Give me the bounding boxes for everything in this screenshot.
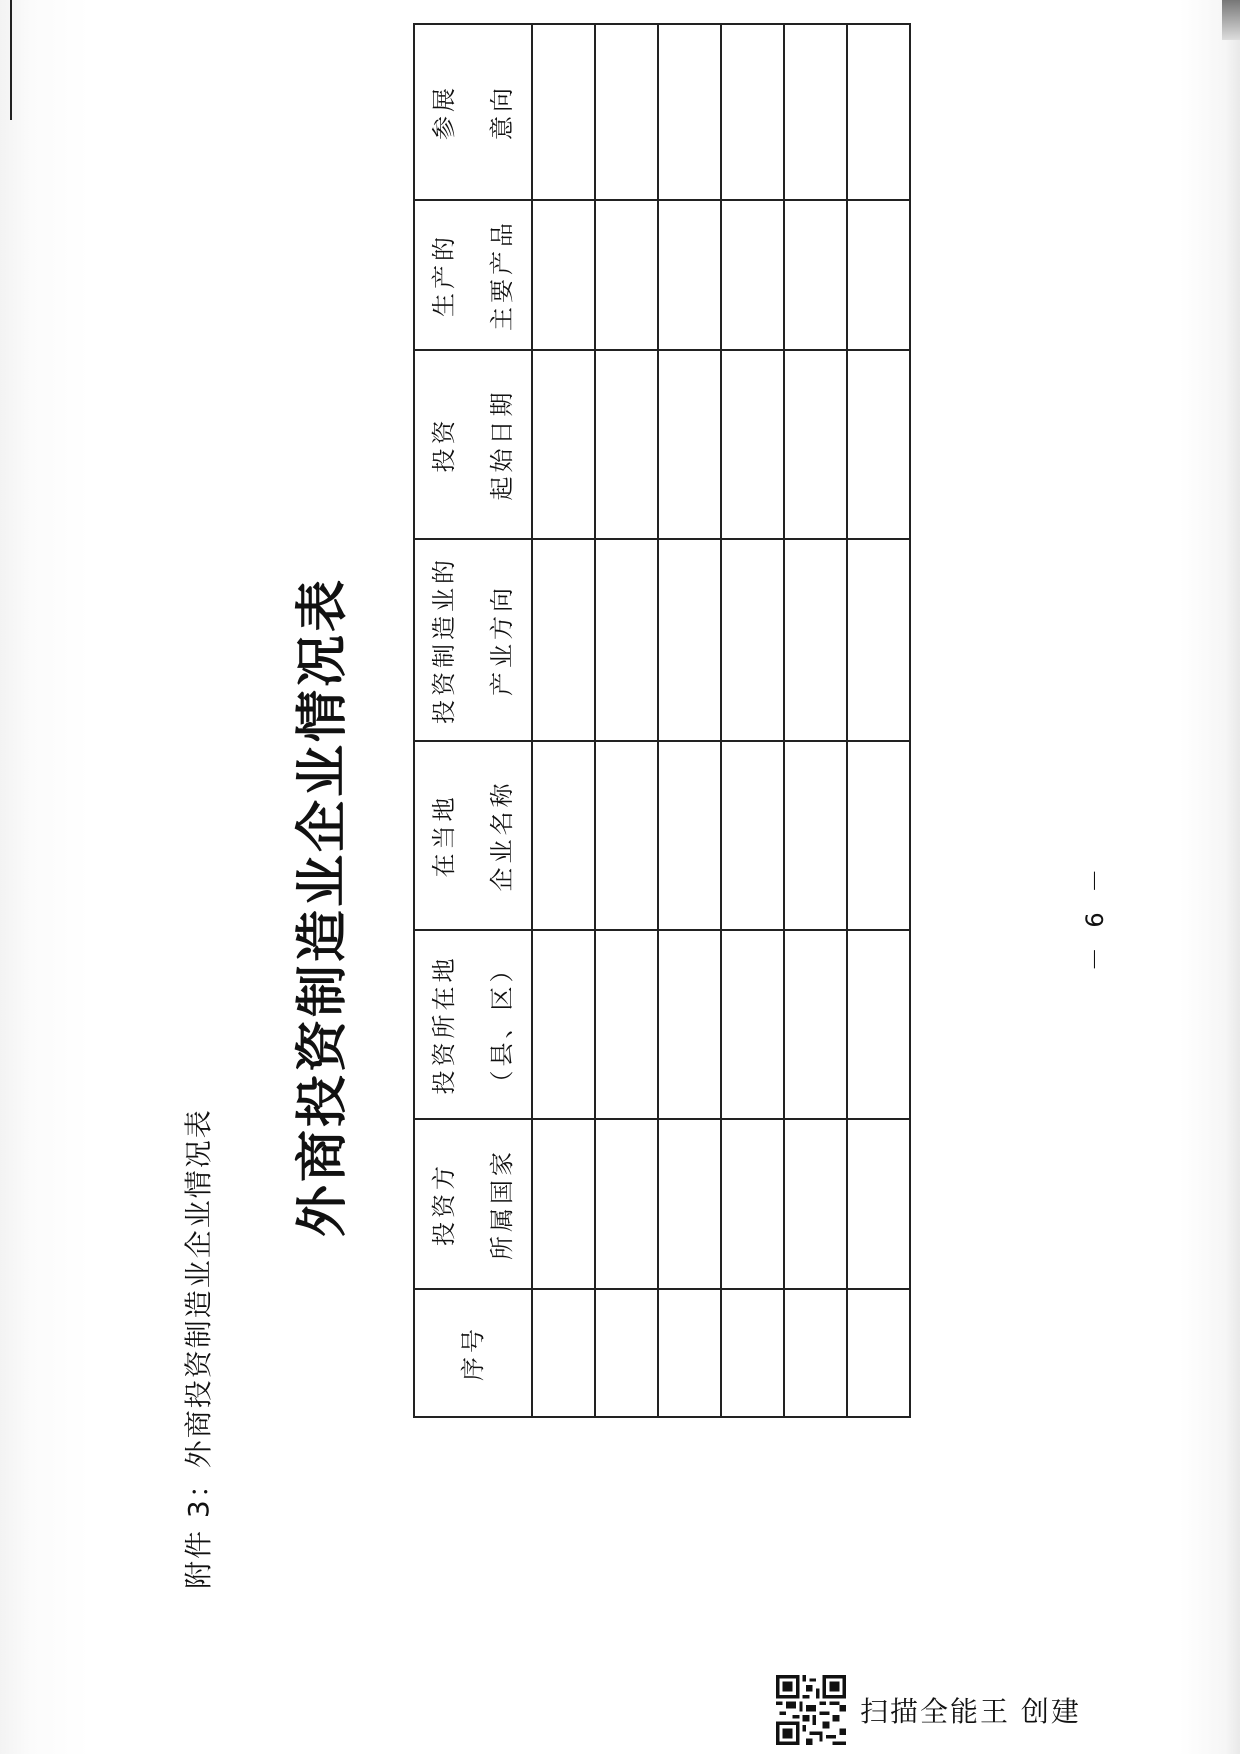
table-cell[interactable] [532, 350, 595, 539]
header-cell-serial-number [414, 1289, 532, 1417]
header-cell-investment-location [414, 930, 532, 1119]
table-cell[interactable] [595, 539, 658, 741]
table-header-row [414, 24, 532, 1417]
table-cell[interactable] [532, 1119, 595, 1289]
header-cell-investment-start-date [414, 350, 532, 539]
header-line-1: 在当地 [430, 793, 458, 878]
table-cell[interactable] [595, 1119, 658, 1289]
header-cell-exhibition-intention [414, 24, 532, 200]
table-cell[interactable] [595, 930, 658, 1119]
header-cell-main-products [414, 200, 532, 350]
table-cell[interactable] [532, 539, 595, 741]
scanner-watermark-text: 扫描全能王 创建 [860, 1695, 1081, 1728]
table-cell[interactable] [784, 930, 847, 1119]
header-line-2: 企业名称 [488, 779, 516, 892]
table-cell[interactable] [847, 741, 910, 930]
table-cell[interactable] [532, 24, 595, 200]
table-cell[interactable] [532, 1289, 595, 1417]
document-title-text: 外商投资制造业企业情况表 [292, 577, 353, 1238]
table-cell[interactable] [784, 1289, 847, 1417]
header-line-1: 投资方 [430, 1162, 458, 1246]
table-cell[interactable] [721, 350, 784, 539]
table-cell[interactable] [721, 741, 784, 930]
table-cell[interactable] [721, 24, 784, 200]
table-cell[interactable] [595, 200, 658, 350]
header-line-2: 所属国家 [488, 1148, 516, 1260]
page-number-text: － 6 － [1081, 862, 1109, 972]
header-line-1: 投资所在地 [430, 954, 458, 1095]
table-cell[interactable] [721, 930, 784, 1119]
table-cell[interactable] [658, 539, 721, 741]
table-cell[interactable] [784, 1119, 847, 1289]
table-row [847, 24, 910, 1417]
table-cell[interactable] [847, 24, 910, 200]
table-row [595, 24, 658, 1417]
table-cell[interactable] [721, 200, 784, 350]
table-cell[interactable] [658, 200, 721, 350]
header-line-2: 意向 [488, 84, 516, 140]
document-title [280, 0, 355, 1754]
table-cell[interactable] [595, 24, 658, 200]
table-cell[interactable] [847, 200, 910, 350]
header-cell-investor-country [414, 1119, 532, 1289]
table-cell[interactable] [721, 1289, 784, 1417]
table-cell[interactable] [847, 1289, 910, 1417]
scanner-watermark [776, 1665, 1081, 1755]
header-cell-industry-direction [414, 539, 532, 741]
header-line-1: 生产的 [430, 233, 458, 317]
table-row [658, 24, 721, 1417]
header-line-2: 起始日期 [488, 388, 516, 501]
enterprise-info-table [413, 23, 911, 1418]
table-cell[interactable] [532, 930, 595, 1119]
header-line-1: 投资制造业的 [430, 556, 458, 724]
header-line-1: 投资 [430, 416, 458, 473]
header-line-1: 序号 [459, 1325, 487, 1381]
table-cell[interactable] [595, 1289, 658, 1417]
qr-code-icon [776, 1675, 846, 1745]
header-line-2: （县、区） [488, 954, 516, 1095]
table-cell[interactable] [847, 1119, 910, 1289]
table-cell[interactable] [595, 350, 658, 539]
table-cell[interactable] [658, 350, 721, 539]
attachment-label: 附件 3：外商投资制造业企业情况表 [182, 1108, 215, 1589]
table-cell[interactable] [658, 741, 721, 930]
header-line-2: 主要产品 [488, 219, 516, 331]
table-cell[interactable] [784, 24, 847, 200]
table-cell[interactable] [721, 539, 784, 741]
header-line-2: 产业方向 [488, 584, 516, 696]
table-cell[interactable] [784, 350, 847, 539]
table-cell[interactable] [784, 741, 847, 930]
table-cell[interactable] [847, 350, 910, 539]
table-cell[interactable] [658, 1289, 721, 1417]
table-row [721, 24, 784, 1417]
table-cell[interactable] [658, 1119, 721, 1289]
table-cell[interactable] [784, 200, 847, 350]
table-cell[interactable] [847, 930, 910, 1119]
table-row [532, 24, 595, 1417]
table-cell[interactable] [658, 24, 721, 200]
table-cell[interactable] [784, 539, 847, 741]
table-cell[interactable] [721, 1119, 784, 1289]
table-row [784, 24, 847, 1417]
table-cell[interactable] [532, 200, 595, 350]
table-cell[interactable] [595, 741, 658, 930]
page-number [1075, 0, 1110, 1754]
table-cell[interactable] [847, 539, 910, 741]
table-cell[interactable] [658, 930, 721, 1119]
header-line-1: 参展 [430, 84, 458, 140]
header-cell-local-enterprise-name [414, 741, 532, 930]
table-cell[interactable] [532, 741, 595, 930]
